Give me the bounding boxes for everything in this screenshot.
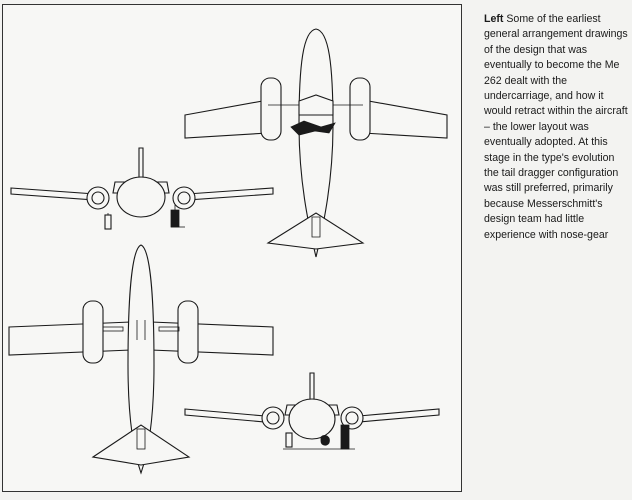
front-view-tail-dragger: [11, 148, 273, 229]
caption-body: Some of the earliest general arrangement drawings of the design that was eventually to become the Me 262 dealt with the undercarriage, and how it would retract within the aircraft – the lower layout was eventually adopted. At this stage in the type's evolution the tail dragger configuration was still preferred, primarily because Messerschmitt's design team had little experience with nose-gear: [484, 13, 628, 241]
aircraft-drawings: [3, 5, 461, 491]
figure-frame: [2, 4, 462, 492]
plan-view-upper-layout: [185, 29, 447, 257]
figure-caption: [484, 12, 630, 243]
front-view-lower-layout: [185, 373, 439, 449]
caption-lead: Left: [484, 13, 504, 25]
plan-view-lower-layout: [9, 245, 273, 473]
